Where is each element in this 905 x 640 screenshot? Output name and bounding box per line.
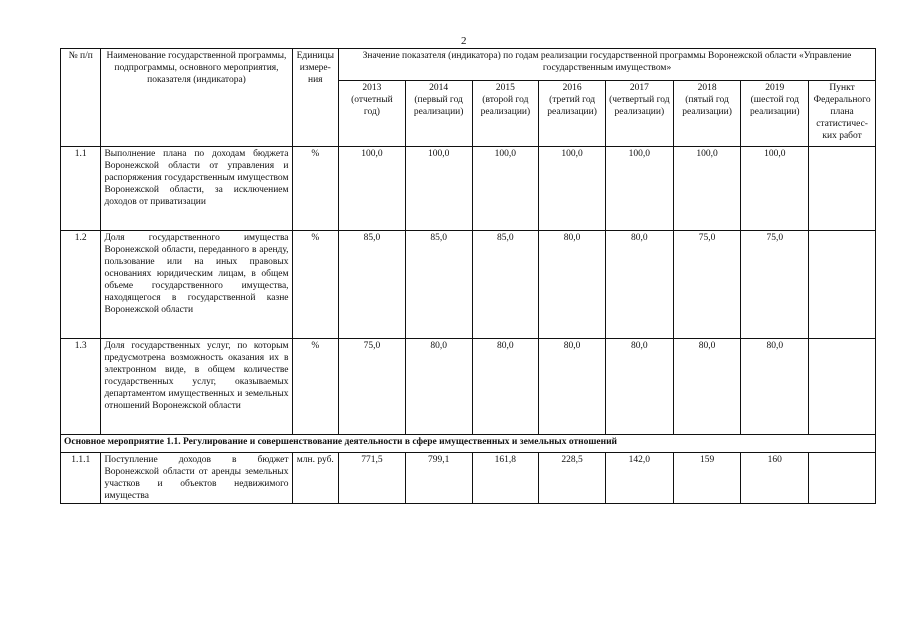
- row-unit: %: [292, 339, 339, 435]
- row-value: 75,0: [741, 231, 809, 339]
- row-value: 75,0: [339, 339, 406, 435]
- year-label: 2016: [562, 83, 582, 93]
- year-note: (третий год реализации): [547, 95, 597, 117]
- year-label: 2015: [495, 83, 515, 93]
- row-value: 100,0: [472, 147, 539, 231]
- row-value: 80,0: [539, 339, 606, 435]
- row-value: 80,0: [472, 339, 539, 435]
- section-row: [61, 435, 876, 453]
- row-value: 228,5: [539, 453, 606, 504]
- row-value: 799,1: [405, 453, 472, 504]
- row-value: 80,0: [605, 339, 673, 435]
- year-note: (отчетный год): [351, 95, 393, 117]
- row-number: 1.2: [61, 231, 101, 339]
- row-value: 80,0: [605, 231, 673, 339]
- row-value: 100,0: [741, 147, 809, 231]
- row-stat-plan: [809, 453, 876, 504]
- year-note: (второй год реализации): [480, 95, 531, 117]
- row-unit: %: [292, 147, 339, 231]
- row-value: 80,0: [673, 339, 741, 435]
- row-value: 100,0: [605, 147, 673, 231]
- header-name: Наименование государственной программы, подпрограммы, основного мероприятия, показателя (индикатора): [101, 49, 292, 147]
- row-value: 85,0: [339, 231, 406, 339]
- page-number: 2: [461, 35, 467, 47]
- header-stat-plan: Пункт Федерального плана статистичес-ких работ: [809, 81, 876, 147]
- row-name: Доля государственных услуг, по которым предусмотрена возможность оказания их в электронном виде, в общем количестве государственных услуг, оказываемых департаментом имущественных и земельных отношений Воронежской области: [101, 339, 292, 435]
- row-value: 100,0: [539, 147, 606, 231]
- year-note: (четвертый год реализации): [609, 95, 670, 117]
- row-number: 1.1.1: [61, 453, 101, 504]
- row-stat-plan: [809, 339, 876, 435]
- row-value: 85,0: [405, 231, 472, 339]
- year-label: 2018: [697, 83, 717, 93]
- row-value: 142,0: [605, 453, 673, 504]
- row-number: 1.1: [61, 147, 101, 231]
- table-row: [61, 147, 876, 231]
- year-label: 2014: [429, 83, 449, 93]
- header-year-2017: [605, 81, 673, 147]
- row-unit: %: [292, 231, 339, 339]
- row-number: 1.3: [61, 339, 101, 435]
- row-name: Выполнение плана по доходам бюджета Воронежской области от управления и распоряжения государственным имуществом Воронежской области, за исключением доходов от приватизации: [101, 147, 292, 231]
- year-label: 2017: [629, 83, 649, 93]
- row-unit: млн. руб.: [292, 453, 339, 504]
- section-title: Основное мероприятие 1.1. Регулирование и совершенствование деятельности в сфере имущественных и земельных отношений: [61, 435, 876, 453]
- row-stat-plan: [809, 147, 876, 231]
- row-value: 80,0: [539, 231, 606, 339]
- year-label: 2013: [362, 83, 382, 93]
- year-note: (пятый год реализации): [682, 95, 732, 117]
- header-year-2015: [472, 81, 539, 147]
- row-value: 100,0: [339, 147, 406, 231]
- header-value-title: Значение показателя (индикатора) по годам реализации государственной программы Воронежской области «Управление государственным имуществом»: [339, 49, 876, 81]
- row-value: 160: [741, 453, 809, 504]
- row-value: 75,0: [673, 231, 741, 339]
- row-value: 100,0: [673, 147, 741, 231]
- indicators-table: [60, 48, 876, 504]
- year-label: 2019: [765, 83, 785, 93]
- header-year-2019: [741, 81, 809, 147]
- row-value: 159: [673, 453, 741, 504]
- row-value: 100,0: [405, 147, 472, 231]
- header-num: № п/п: [61, 49, 101, 147]
- row-stat-plan: [809, 231, 876, 339]
- header-year-2018: [673, 81, 741, 147]
- header-year-2013: [339, 81, 406, 147]
- table-row: [61, 453, 876, 504]
- row-value: 161,8: [472, 453, 539, 504]
- header-year-2016: [539, 81, 606, 147]
- header-year-2014: [405, 81, 472, 147]
- table-row: [61, 231, 876, 339]
- row-name: Доля государственного имущества Воронежской области, переданного в аренду, пользование или на иных правовых основаниях юридическим лицам, в общем объеме государственного имущества, находящегося в государственной казне Воронежской области: [101, 231, 292, 339]
- row-value: 80,0: [741, 339, 809, 435]
- row-value: 80,0: [405, 339, 472, 435]
- row-value: 85,0: [472, 231, 539, 339]
- header-unit: Единицы измере-ния: [292, 49, 339, 147]
- header-row-1: [61, 49, 876, 81]
- year-note: (первый год реализации): [413, 95, 464, 117]
- table-row: [61, 339, 876, 435]
- row-name: Поступление доходов в бюджет Воронежской области от аренды земельных участков и объектов недвижимого имущества: [101, 453, 292, 504]
- row-value: 771,5: [339, 453, 406, 504]
- year-note: (шестой год реализации): [750, 95, 800, 117]
